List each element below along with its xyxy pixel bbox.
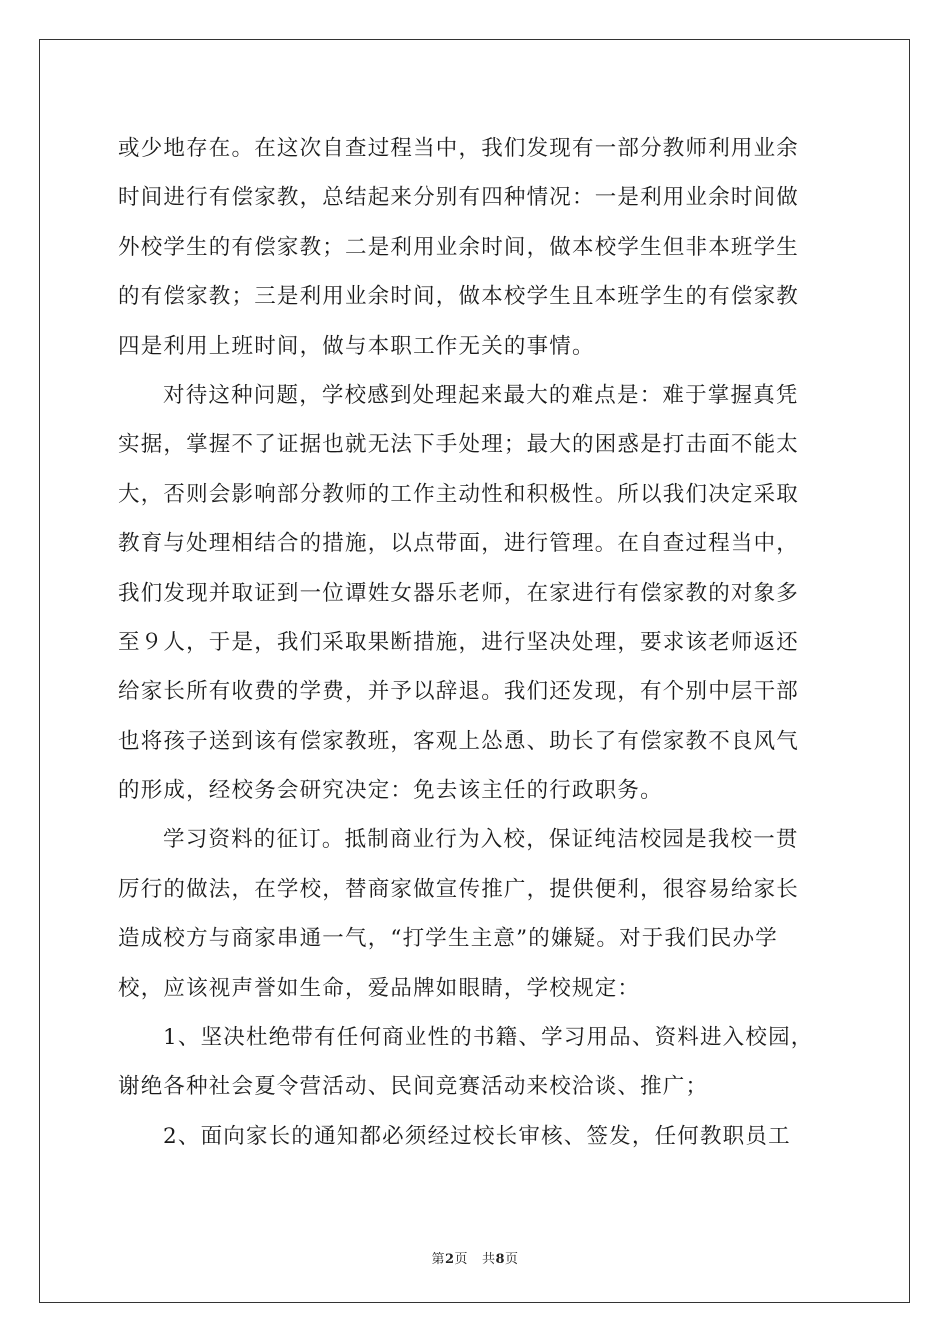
page-number: 2 (444, 1252, 455, 1267)
text-line: 至９人，于是，我们采取果断措施，进行坚决处理，要求该老师返还 (118, 629, 800, 655)
text-line: 我们发现并取证到一位谭姓女器乐老师，在家进行有偿家教的对象多 (118, 580, 800, 606)
text-line: 学习资料的征订。抵制商业行为入校，保证纯洁校园是我校一贯 (163, 827, 799, 853)
text-block (118, 124, 856, 1161)
text-line: 对待这种问题，学校感到处理起来最大的难点是：难于掌握真凭 (163, 382, 799, 408)
text-line: 的有偿家教；三是利用业余时间，做本校学生且本班学生的有偿家教 (118, 284, 800, 310)
total-prefix: 共 (481, 1252, 496, 1267)
text-line: 也将孩子送到该有偿家教班，客观上怂恿、助长了有偿家教不良风气 (118, 728, 800, 754)
text-line: 教育与处理相结合的措施，以点带面，进行管理。在自查过程当中， (118, 531, 800, 557)
text-line: 四是利用上班时间，做与本职工作无关的事情。 (118, 333, 595, 359)
page-suffix: 页 (454, 1252, 469, 1267)
total-suffix: 页 (505, 1252, 519, 1267)
text-line: 1、坚决杜绝带有任何商业性的书籍、学习用品、资料进入校园， (163, 1025, 814, 1051)
text-line: 实据，掌握不了证据也就无法下手处理；最大的困惑是打击面不能太 (118, 432, 800, 458)
text-line: 厉行的做法，在学校，替商家做宣传推广，提供便利，很容易给家长 (118, 876, 800, 902)
document-body (118, 124, 856, 1161)
text-line: 校，应该视声誉如生命，爱品牌如眼睛，学校规定： (118, 975, 641, 1001)
text-line: 2、面向家长的通知都必须经过校长审核、签发，任何教职员工 (163, 1123, 791, 1149)
text-line: 谢绝各种社会夏令营活动、民间竞赛活动来校洽谈、推广； (118, 1074, 709, 1100)
text-line: 大，否则会影响部分教师的工作主动性和积极性。所以我们决定采取 (118, 481, 800, 507)
text-line: 的形成，经校务会研究决定：免去该主任的行政职务。 (118, 778, 663, 804)
text-line: 给家长所有收费的学费，并予以辞退。我们还发现，有个别中层干部 (118, 679, 800, 705)
page-footer (0, 1248, 950, 1267)
page-prefix: 第 (431, 1252, 445, 1267)
text-line: 或少地存在。在这次自查过程当中，我们发现有一部分教师利用业余 (118, 136, 800, 161)
total-pages: 8 (495, 1252, 506, 1267)
text-line: 外校学生的有偿家教；二是利用业余时间，做本校学生但非本班学生 (118, 234, 800, 260)
text-line: 时间进行有偿家教，总结起来分别有四种情况：一是利用业余时间做 (118, 185, 800, 211)
text-line: 造成校方与商家串通一气，“打学生主意”的嫌疑。对于我们民办学 (118, 926, 778, 952)
